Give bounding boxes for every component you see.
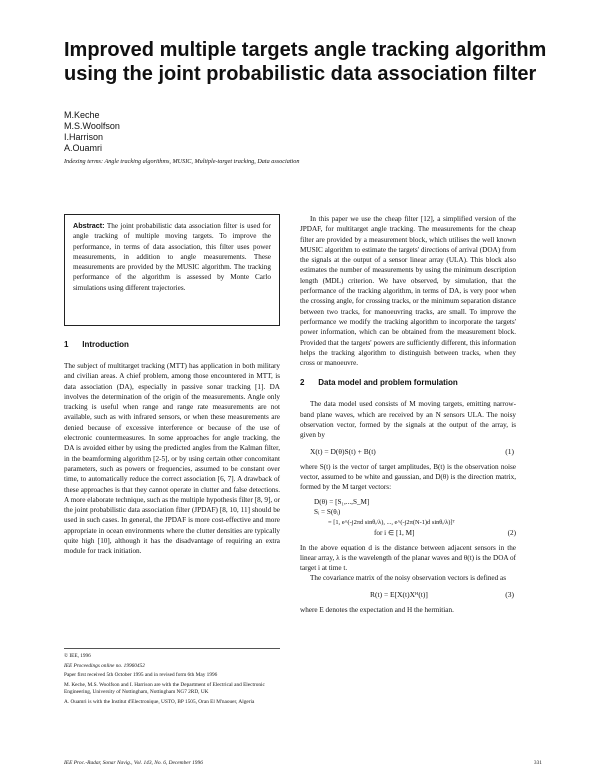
section-number: 2 <box>300 378 305 388</box>
intro-continued-paragraph: In this paper we use the cheap filter [12], a simplified version of the JPDAF, for multitarget angle tracking. The measurements for the cheap filter are provided by a measurement block, which utilises the well known MUSIC algorithm to estimate the targets' directions of arrival (DOA) from the signals at the output of a sensor linear array (ULA). This block also estimates the number of measurements by using the minimum description length (MDL) criterion. We have observed, by simulation, that the performance of the tracking algorithm, in terms of DA, is very poor when the crossing angle, for crossing tracks, or the minimum separation distance between two tracks, for manoeuvring tracks, are small. To improve the performance we modify the tracking algorithm to incorporate the targets' power information, which can be obtained from the measurement block. Provided that the targets' powers are sufficiently different, this information helps the tracking algorithm to distinguish between tracks, when they cross or manoeuvre. <box>300 215 516 368</box>
equation-2 <box>300 497 516 539</box>
footnote: M. Keche, M.S. Woolfson and I. Harrison are with the Department of Electrical and Electronic Engineering, University of Nottingham, Nottingham NG7 2RD, UK <box>64 681 265 696</box>
abstract-box <box>64 214 280 326</box>
footnote: © IEE, 1996 <box>64 653 91 659</box>
equation-line: D(θ) = [S₁,...,S_M] <box>314 497 370 506</box>
data-model-paragraph: where E denotes the expectation and H the hermitian. <box>300 605 454 614</box>
section-heading-data-model <box>300 378 516 387</box>
section-title: Introduction <box>82 340 129 349</box>
equation-line: for i ∈ [1, M] <box>374 529 415 538</box>
equation-line: = [1, e^(-j2πd sinθᵢ/λ), ..., e^(-j2π(N-1)d sinθᵢ/λ)]ᵀ <box>328 518 455 526</box>
equation-line: Sᵢ = S(θᵢ) <box>314 508 341 517</box>
footnote: Paper first received 5th October 1995 and in revised form 6th May 1996 <box>64 672 218 679</box>
abstract-text: The joint probabilistic data association filter is used for angle tracking of multiple moving targets. To improve the performance, in terms of data association, this filter uses power measurements, in addition to angle measurements. These measurements are provided by the MUSIC algorithm. The tracking performance of the algorithm is assessed by Monte Carlo simulations using different trajectories. <box>73 222 271 292</box>
equation-number: (3) <box>505 589 514 599</box>
data-model-paragraph: The data model used consists of M moving targets, emitting narrow-band plane waves, which are received by an N sensors ULA. The noisy observation vector, formed by the signals at the output of the array, is given by <box>300 400 516 440</box>
footnote: A. Ouamri is with the Institut d'Electronique, USTO, BP 1505, Oran El M'naouer, Algeria <box>64 698 255 705</box>
page-footer <box>64 760 542 766</box>
abstract-paragraph <box>73 221 271 293</box>
equation-number: (2) <box>507 529 516 538</box>
right-column <box>300 214 516 615</box>
data-model-paragraph: where S(t) is the vector of target amplitudes, B(t) is the observation noise vector, assumed to be white and gaussian, and D(θ) is the direction matrix, formed by the M target vectors: <box>300 462 516 492</box>
author-list <box>64 110 120 154</box>
footnote: IEE Proceedings online no. 19960452 <box>64 662 145 669</box>
paper-title: Improved multiple targets angle tracking algorithm using the joint probabilistic data association filter <box>64 39 547 85</box>
data-model-paragraph: In the above equation d is the distance between adjacent sensors in the linear array, λ is the wavelength of the planar waves and θ(t) is the DOA of target i at time t. <box>300 543 516 573</box>
section-title: Data model and problem formulation <box>318 378 458 388</box>
equation-body: X(t) = D(θ)S(t) + B(t) <box>310 446 376 456</box>
intro-paragraph: The subject of multitarget tracking (MTT) has application in both military and civilian areas. A chief problem, among those encountered in MTT, is data association (DA), especially in passive sonar tracking [1]. DA involves the determination of the origin of the measurements. Angle only tracking is useful when range and range rate measurements are not available, such as with infrared sensors, or when these measurements are denied because of excessive interference or because of the use of electronic countermeasures. In some approaches for angle tracking, the DA is avoided either by using the predicted angles from the Kalman filter, in the beamforming algorithm [2-5], or by using certain other concomitant parameters, such as powers or frequencies, assumed to be constant over time, to automatically reduce the correct association [6, 7]. A drawback of these approaches is that they cannot operate in clutter and false detections. A more elaborate technique, such as the multiple hypothesis filter [8, 9], or the joint probabilistic data association filter (JPDAF) [8, 10, 11] should be used in such cases. In general, the JPDAF is more cost-effective and more appropriate in ocean environments where the clutter densities are typically quite high [10], although it has the disadvantage of requiring an extra module for track initiation. <box>64 362 280 556</box>
data-model-paragraph: The covariance matrix of the noisy observation vectors is defined as <box>310 574 506 583</box>
equation-body: R(t) = E[X(t)Xᴴ(t)] <box>370 589 428 599</box>
equation-1 <box>300 446 516 457</box>
author-name: I.Harrison <box>64 132 104 142</box>
footnotes <box>64 648 280 709</box>
author-name: M.Keche <box>64 110 100 120</box>
author-name: M.S.Woolfson <box>64 121 120 131</box>
abstract-label: Abstract: <box>73 221 105 230</box>
left-column <box>64 340 280 557</box>
equation-3 <box>300 589 516 600</box>
author-name: A.Ouamri <box>64 143 103 153</box>
section-heading-introduction <box>64 340 280 349</box>
indexing-terms: Indexing terms: Angle tracking algorithms, MUSIC, Multiple-target tracking, Data association <box>64 158 300 165</box>
page-number: 331 <box>533 760 542 766</box>
equation-number: (1) <box>505 446 514 456</box>
section-number: 1 <box>64 340 69 349</box>
journal-citation: IEE Proc.-Radar, Sonar Navig., Vol. 143, No. 6, December 1996 <box>64 760 203 766</box>
